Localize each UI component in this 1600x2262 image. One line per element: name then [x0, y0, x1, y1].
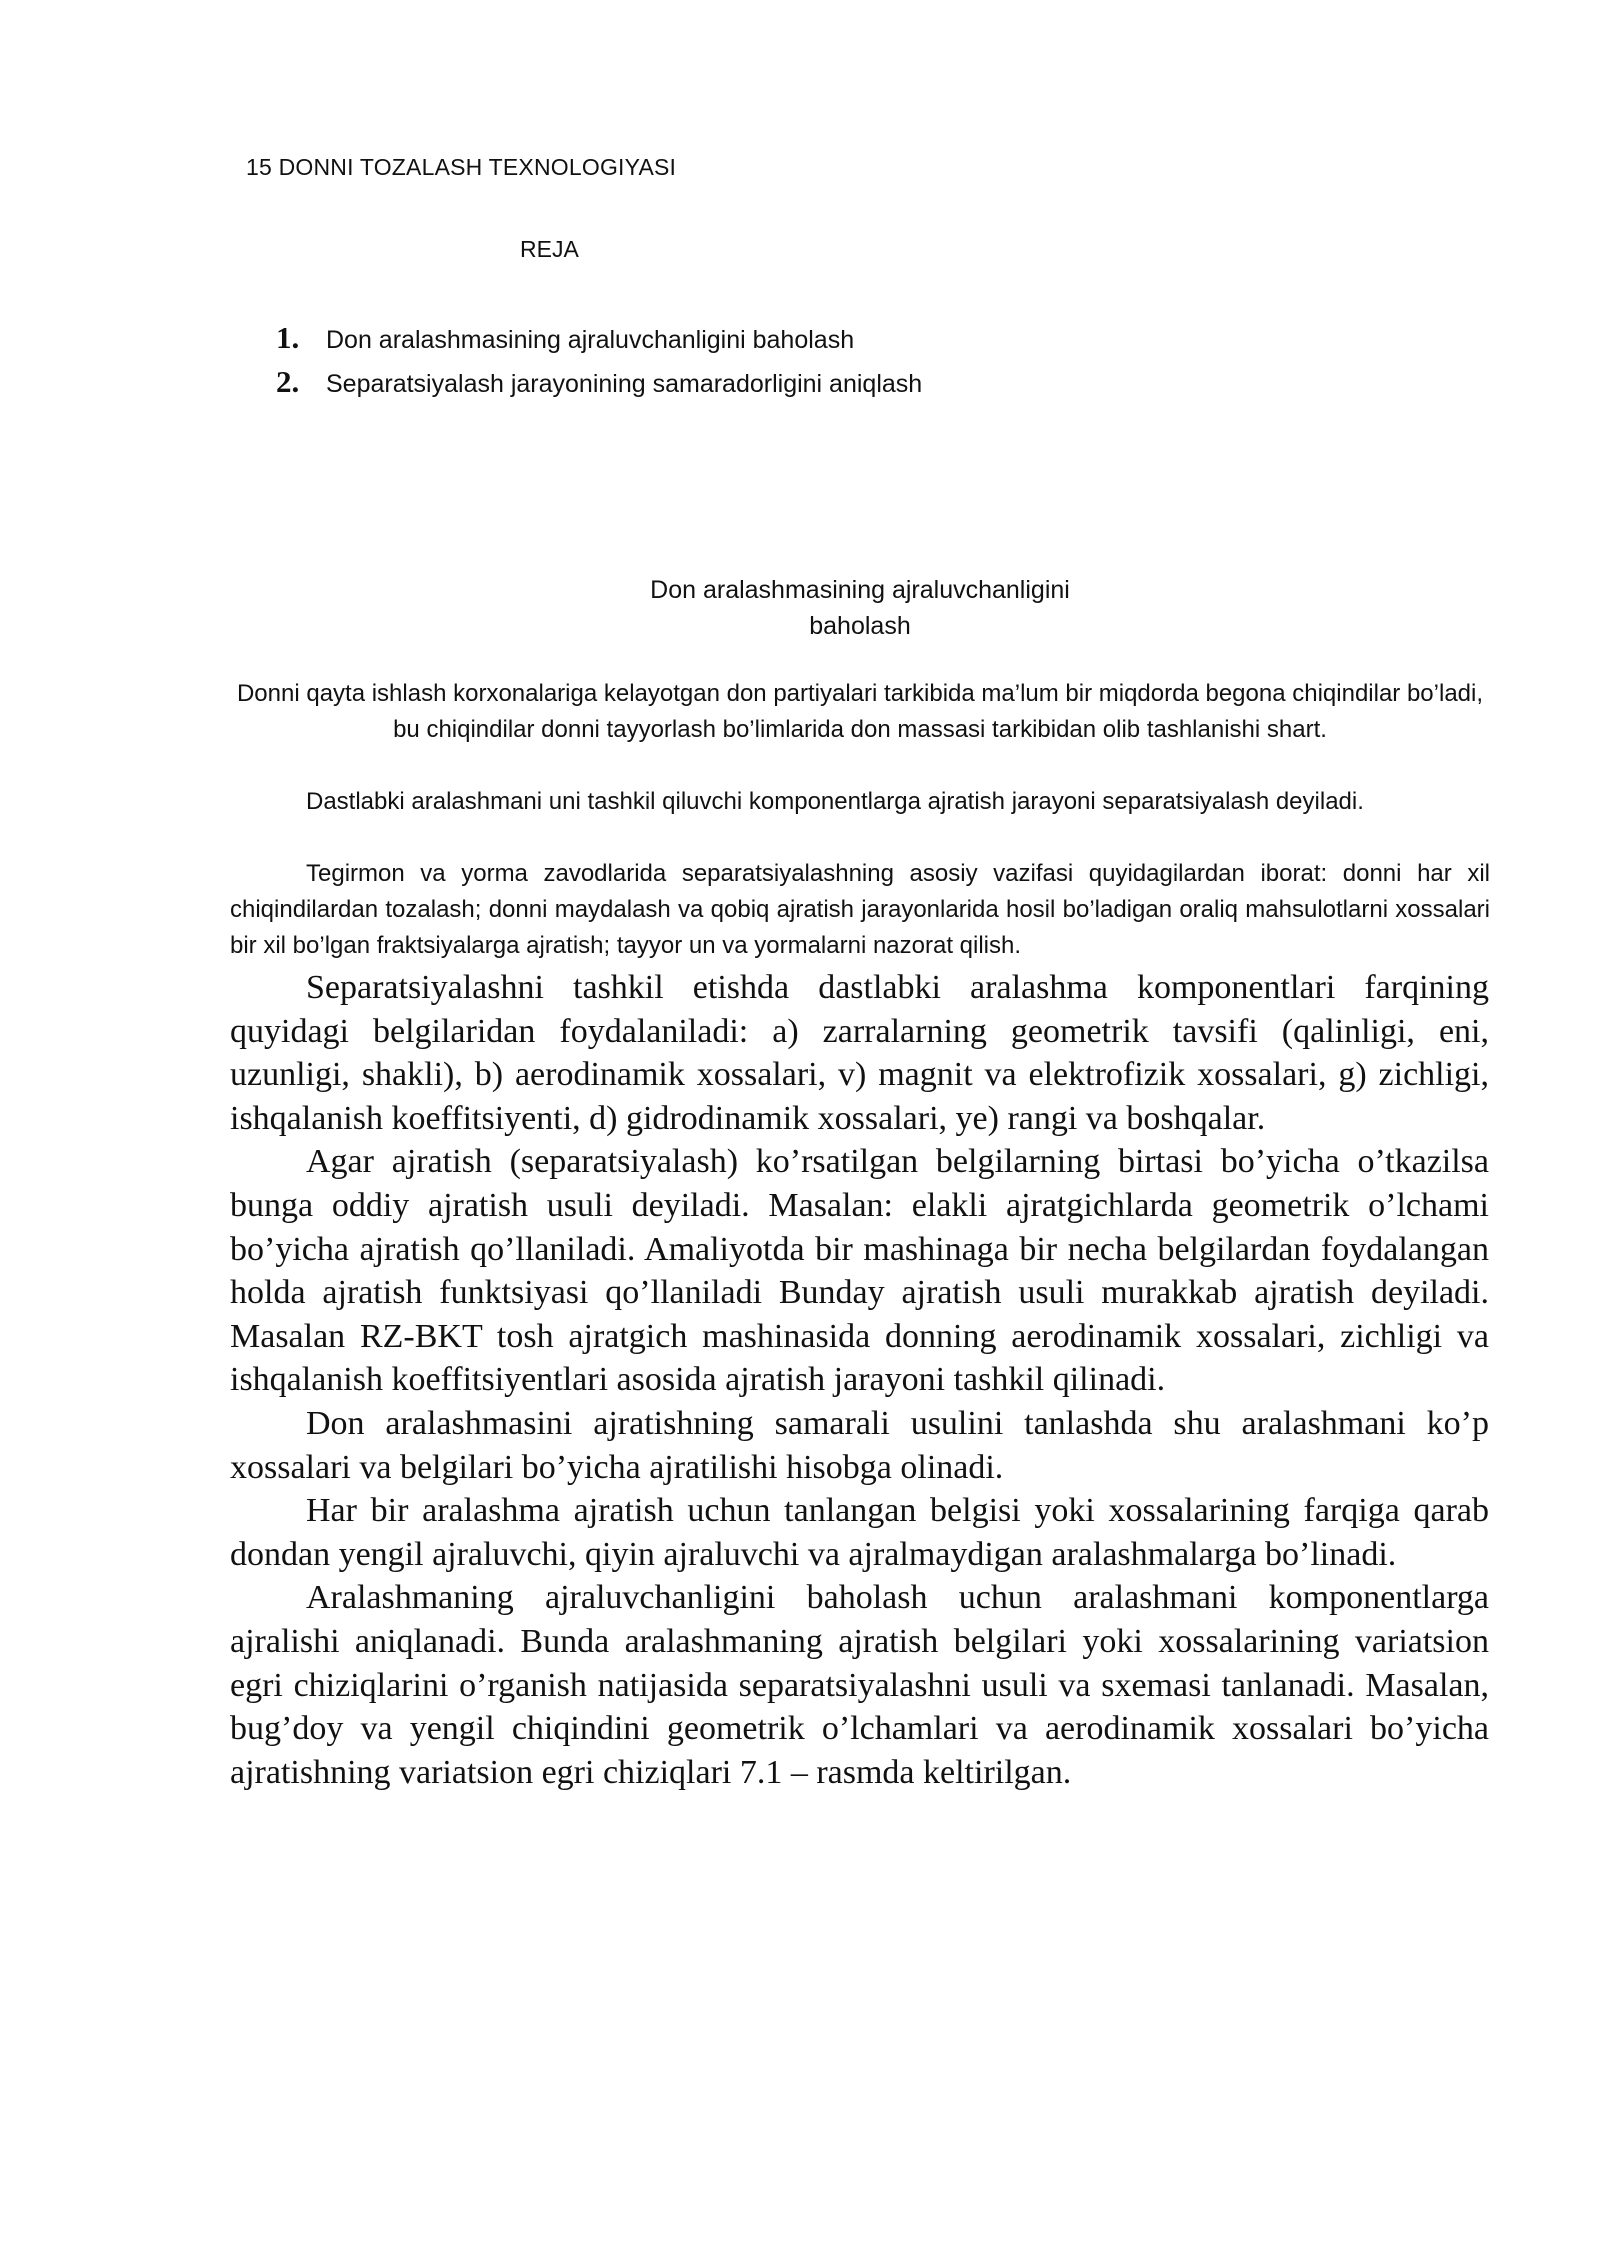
paragraph-features: Separatsiyalashni tashkil etishda dastlabki aralashma komponentlari farqining quyidagi belgilaridan foydalaniladi: a) zarralarning geometrik tavsifi (qalinligi, eni, uzunligi, shakli), b) aerodinamik xossalari, v) magnit va elektrofizik xossalari, g) zichligi, ishqalanish koeffitsiyenti, d) gidrodinamik xossalari, ye) rangi va boshqalar. [230, 969, 1489, 1137]
plan-item-number: 2. [276, 364, 300, 399]
paragraph-intro: Donni qayta ishlash korxonalariga kelayotgan don partiyalari tarkibida ma’lum bir miqdorda begona chiqindilar bo’ladi, bu chiqindilar donni tayyorlash bo’limlarida don massasi tarkibidan olib tashlanishi shart. [236, 680, 1484, 743]
plan-item-text: Separatsiyalash jarayonining samaradorligini aniqlash [326, 370, 923, 398]
paragraph-methods: Agar ajratish (separatsiyalash) ko’rsatilgan belgilarning birtasi bo’yicha o’tkazilsa bunga oddiy ajratish usuli deyiladi. Masalan: elakli ajratgichlarda geometrik o’lchami bo’yicha ajratish qo’llaniladi. Amaliyotda bir mashinaga bir necha belgilardan foydalangan holda ajratish funktsiyasi qo’llaniladi Bunday ajratish usuli murakkab ajratish deyiladi. Masalan RZ-BKT tosh ajratgich mashinasida donning aerodinamik xossalari, zichligi va ishqalanish koeffitsiyentlari asosida ajratish jarayoni tashkil qilinadi. [230, 1143, 1489, 1399]
plan-heading: REJA [520, 236, 579, 262]
section-heading-line: Don aralashmasining ajraluvchanligini [650, 576, 1070, 604]
plan-item-text: Don aralashmasining ajraluvchanligini baholash [326, 326, 855, 354]
chapter-title: 15 DONNI TOZALASH TEXNOLOGIYASI [246, 154, 677, 180]
paragraph-definition: Dastlabki aralashmani uni tashkil qiluvchi komponentlarga ajratish jarayoni separatsiyalash deyiladi. [306, 788, 1364, 815]
paragraph-tasks: Tegirmon va yorma zavodlarida separatsiyalashning asosiy vazifasi quyidagilardan iborat: donni har xil chiqindilardan tozalash; donni maydalash va qobiq ajratish jarayonlarida hosil bo’ladigan oraliq mahsulotlarni xossalari bir xil bo’lgan fraktsiyalarga ajratish; tayyor un va yormalarni nazorat qilish. [230, 860, 1490, 959]
body-text [230, 966, 1489, 1794]
section-heading-line: baholash [809, 612, 911, 640]
plan-item [276, 316, 922, 360]
section-heading [230, 572, 1490, 644]
plan-item [276, 360, 922, 404]
paragraph-evaluation: Aralashmaning ajraluvchanligini baholash uchun aralashmani komponentlarga ajralishi aniqlanadi. Bunda aralashmaning ajratish belgilari yoki xossalarining variatsion egri chiziqlarini o’rganish natijasida separatsiyalashni usuli va sxemasi tanlanadi. Masalan, bug’doy va yengil chiqindini geometrik o’lchamlari va aerodinamik xossalari bo’yicha ajratishning variatsion egri chiziqlari 7.1 – rasmda keltirilgan. [230, 1579, 1489, 1791]
paragraph-classes: Har bir aralashma ajratish uchun tanlangan belgisi yoki xossalarining farqiga qarab dondan yengil ajraluvchi, qiyin ajraluvchi va ajralmaydigan aralashmalarga bo’linadi. [230, 1492, 1489, 1573]
plan-item-number: 1. [276, 320, 300, 355]
paragraph-selection: Don aralashmasini ajratishning samarali usulini tanlashda shu aralashmani ko’p xossalari va belgilari bo’yicha ajratilishi hisobga olinadi. [230, 1404, 1489, 1486]
plan-list [276, 316, 922, 404]
